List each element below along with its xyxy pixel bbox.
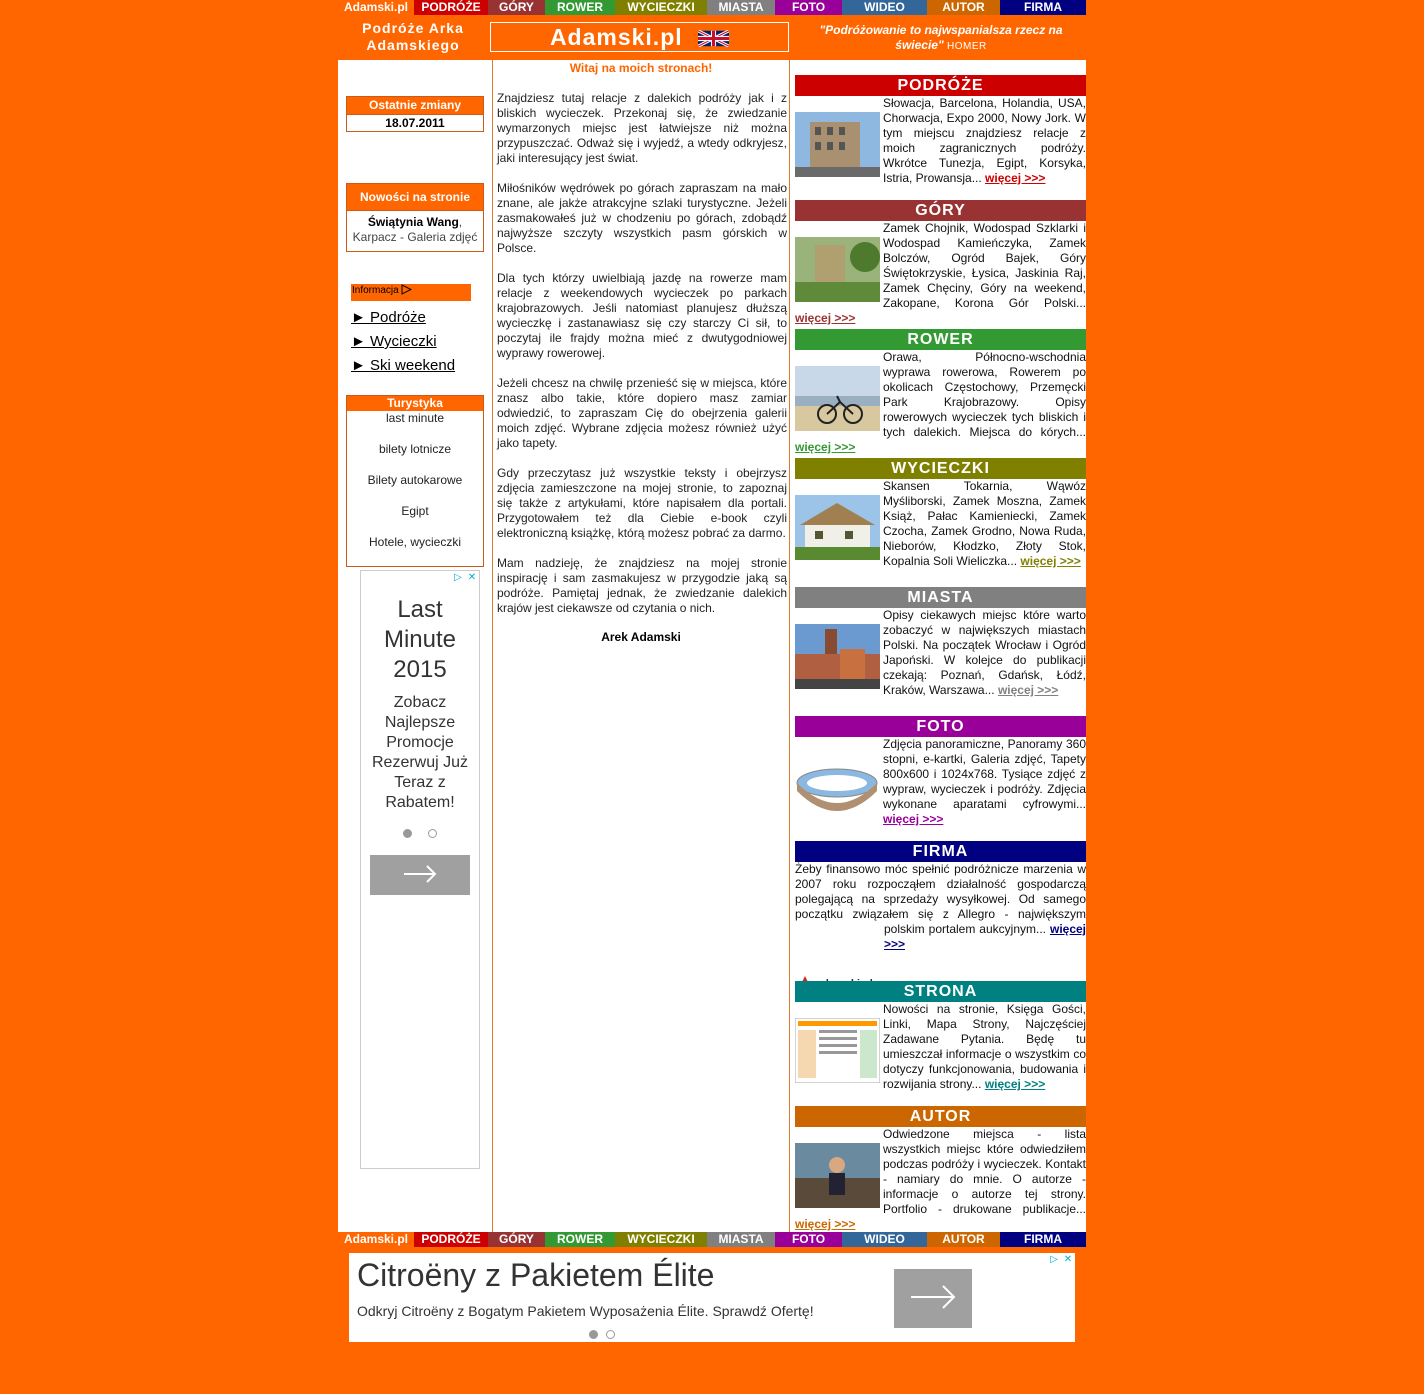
section-heading[interactable]: MIASTA: [795, 587, 1086, 608]
section-text: Zamek Chojnik, Wodospad Szklarki i Wodospad Kamieńczyka, Zamek Bolczów, Ogród Bajek, Góry Świętokrzyskie, Łysica, Jaskinia Raj, Zamek Chęciny, Góry na weekend, Zakopane, Korona Gór Polski...: [883, 221, 1086, 310]
tourism-title: Turystyka: [347, 396, 483, 411]
last-changes-box: [346, 96, 484, 132]
carousel-dot[interactable]: [428, 829, 437, 838]
welcome-paragraph: Znajdziesz tutaj relacje z dalekich podróży jak i z bliskich wycieczek. Przekonaj się, że zwiedzanie wymarzonych miejsc jest łatwiejsze niż można przypuszczać. Odważ się i wyjedź, a wtedy odkryjesz, jaki interesujący jest świat.: [497, 91, 787, 165]
section-thumbnail[interactable]: [795, 1143, 880, 1208]
more-link[interactable]: więcej >>>: [795, 440, 856, 454]
section-autor: [795, 1106, 1086, 1232]
section-text: Skansen Tokarnia, Wąwóz Myśliborski, Zamek Moszna, Zamek Książ, Pałac Kamieniecki, Zamek Czocha, Zamek Grodno, Nowa Ruda, Nieborów, Kłodzko, Złoty Stok, Kopalnia Soli Wieliczka...: [883, 479, 1086, 568]
site-title: Podróże Arka Adamskiego: [362, 20, 464, 53]
section-foto: [795, 716, 1086, 827]
section-text: Nowości na stronie, Księga Gości, Linki, Mapa Strony, Najczęściej Zadawane Pytania. Będę tu umieszczał informacje o wszystkim co dotyczy funkcjonowania, budowania i rozwijania strony...: [883, 1002, 1086, 1091]
arrow-right-icon: [403, 865, 437, 883]
quote: [796, 23, 1086, 54]
section-thumbnail[interactable]: [795, 753, 880, 818]
top-nav-item-5[interactable]: MIASTA: [707, 0, 775, 15]
more-link[interactable]: więcej >>>: [984, 1077, 1046, 1091]
section-text: Zdjęcia panoramiczne, Panoramy 360 stopni, e-kartki, Galeria zdjęć, Tapety 800x600 i 1024x768. Tysiące zdjęć z wypraw, wycieczek i podróży. Zdjęcia wykonane aparatami cyfrowymi...: [883, 737, 1086, 811]
section-heading[interactable]: FOTO: [795, 716, 1086, 737]
tourism-link-0[interactable]: last minute: [385, 411, 445, 425]
section-heading[interactable]: PODRÓŻE: [795, 75, 1086, 96]
welcome-text: [493, 76, 789, 616]
uk-flag-icon[interactable]: [698, 30, 729, 47]
signature: Arek Adamski: [601, 630, 681, 644]
section-body: [795, 96, 1086, 186]
info-link-0[interactable]: ► Podróże: [351, 309, 426, 326]
section-rower: [795, 329, 1086, 455]
top-nav-item-6[interactable]: FOTO: [775, 0, 842, 15]
bottom-nav-item-5[interactable]: MIASTA: [707, 1232, 775, 1247]
more-link[interactable]: więcej >>>: [985, 171, 1046, 185]
section-thumbnail[interactable]: [795, 112, 880, 177]
bottom-nav: [338, 1232, 1086, 1247]
section-thumbnail[interactable]: [795, 1018, 880, 1083]
section-text: Słowacja, Barcelona, Holandia, USA, Chorwacja, Expo 2000, Nowy Jork. W tym miejscu znajdziesz relacje z moich zagranicznych podróży. Wkrótce Tunezja, Egipt, Korsyka, Istria, Prowansja...: [883, 96, 1086, 185]
section-thumbnail[interactable]: [795, 624, 880, 689]
news-body[interactable]: [347, 210, 483, 251]
bottom-ad-choices[interactable]: [1047, 1253, 1075, 1267]
carousel-dot[interactable]: [606, 1330, 615, 1339]
news-rest: , Karpacz - Galeria zdjęć: [352, 215, 478, 244]
section-text: Opisy ciekawych miejsc które warto zobaczyć w największych miastach Polski. Na początek Wrocław i Ogród Japoński. W kolejce do publikacji czekają: Poznań, Gdańsk, Łódź, Kraków, Warszawa...: [883, 608, 1086, 697]
ad-info-icon[interactable]: ▷: [1050, 1254, 1058, 1265]
bottom-nav-item-4[interactable]: WYCIECZKI: [615, 1232, 707, 1247]
welcome-paragraph: Mam nadzieję, że znajdziesz na mojej stronie inspirację i sam zasmakujesz w przygodzie jaką są podróże. Pamiętaj jednak, że zwiedzanie dalekich krajów jest ciekawsze od czytania o nich.: [497, 556, 787, 615]
play-arrow-icon: [401, 284, 412, 295]
more-link[interactable]: więcej >>>: [795, 311, 856, 325]
more-link[interactable]: więcej >>>: [997, 683, 1059, 697]
bottom-ad-text[interactable]: Odkryj Citroëny z Bogatym Pakietem Wyposażenia Élite. Sprawdź Ofertę!: [357, 1303, 814, 1319]
bottom-nav-item-3[interactable]: ROWER: [545, 1232, 615, 1247]
info-link-1[interactable]: ► Wycieczki: [351, 333, 437, 350]
section-text: Żeby finansowo móc spełnić podróżnicze marzenia w 2007 roku rozpocząłem działalność gospodarczą polegającą na sprzedaży wysyłkowej. Od samego początku związałem się z Allegro - największym polskim portalem aukcyjnym...: [795, 862, 1086, 936]
section-body: [795, 350, 1086, 455]
more-link[interactable]: więcej >>>: [1020, 554, 1081, 568]
bottom-ad[interactable]: [349, 1253, 1075, 1342]
bottom-nav-item-8[interactable]: AUTOR: [927, 1232, 1000, 1247]
ad-choices[interactable]: [451, 571, 479, 585]
bottom-nav-item-9[interactable]: FIRMA: [1000, 1232, 1086, 1247]
welcome-paragraph: Dla tych którzy uwielbiają jazdę na rowerze mam relacje z weekendowych wycieczek po parkach krajobrazowych. Jeśli natomiast planujesz dłuższą wycieczkę i zastanawiasz się czy starczy Ci sił, to poczytaj ile frajdy można mieć z dwutygodniowej wyprawy rowerowej.: [497, 271, 787, 360]
section-thumbnail[interactable]: [795, 366, 880, 431]
content-area: [338, 60, 1086, 1232]
section-body: [795, 608, 1086, 698]
last-changes-title: Ostatnie zmiany: [347, 97, 483, 114]
section-heading[interactable]: GÓRY: [795, 200, 1086, 221]
top-nav-item-3[interactable]: ROWER: [545, 0, 615, 15]
section-text: Odwiedzone miejsca - lista wszystkich miejsc które odwiedziłem podczas podróży i wycieczek. Kontakt - namiary do mnie. O autorze - informacje o autorze tej strony. Portfolio - drukowane publikacje...: [883, 1127, 1086, 1216]
right-column: [795, 60, 1086, 1232]
section-body: [795, 862, 1086, 952]
section-body: [795, 1002, 1086, 1092]
section-heading[interactable]: WYCIECZKI: [795, 458, 1086, 479]
carousel-dot[interactable]: [589, 1330, 598, 1339]
section-body: [795, 1127, 1086, 1232]
top-nav-item-9[interactable]: FIRMA: [1000, 0, 1086, 15]
left-ad-dots: [361, 825, 479, 843]
news-box: [346, 183, 484, 252]
left-ad-title[interactable]: Last Minute 2015: [383, 596, 457, 683]
quote-text: "Podróżowanie to najwspanialsza rzecz na świecie": [819, 23, 1063, 52]
carousel-dot[interactable]: [403, 829, 412, 838]
news-title: Nowości na stronie: [347, 184, 483, 210]
section-thumbnail[interactable]: [795, 237, 880, 302]
left-column: [338, 60, 492, 1232]
bottom-nav-item-0[interactable]: Adamski.pl: [338, 1232, 414, 1247]
welcome-paragraph: Gdy przeczytasz już wszystkie teksty i obejrzysz zdjęcia zamieszczone na mojej stronie, to zapoznaj się także z artykułami, które napisałem dla portali. Przygotowałem też dla Ciebie e-book czyli elektroniczną książkę, którą możesz pobrać za darmo.: [497, 466, 787, 540]
top-nav-item-7[interactable]: WIDEO: [842, 0, 927, 15]
info-links: [351, 306, 455, 378]
section-body: [795, 221, 1086, 326]
welcome-paragraph: Miłośników wędrówek po górach zapraszam na mało znane, ale jakże atrakcyjne szlaki turystyczne. Jeżeli zasmakowałeś już w chodzeniu po górach, zdobądź najwyższe szczyty wszystkich pasm górskich w Polsce.: [497, 181, 787, 255]
tourism-link-1[interactable]: bilety lotnicze: [378, 442, 452, 456]
tourism-link-3[interactable]: Egipt: [401, 504, 429, 518]
welcome-paragraph: Jeżeli chcesz na chwilę przenieść się w miejsca, które znasz albo takie, które dopiero masz zamiar odwiedzić, to zapraszam Cię do obejrzenia galerii moich zdjęć. Wybrane zdjęcia możesz również użyć jako tapety.: [497, 376, 787, 450]
section-body: [795, 479, 1086, 569]
left-ad[interactable]: [360, 570, 480, 1169]
section-strona: [795, 981, 1086, 1092]
tourism-links: [347, 411, 483, 566]
tourism-box: [346, 395, 484, 567]
bottom-ad-title[interactable]: Citroëny z Pakietem Élite: [357, 1257, 715, 1293]
more-link[interactable]: więcej >>>: [795, 1217, 856, 1231]
info-link-2[interactable]: ► Ski weekend: [351, 357, 456, 374]
ad-close-icon[interactable]: ✕: [467, 572, 477, 583]
welcome-title: Witaj na moich stronach!: [569, 61, 713, 75]
left-ad-text[interactable]: Zobacz Najlepsze Promocje Rezerwuj Już Teraz z Rabatem!: [371, 694, 469, 811]
section-wycieczki: [795, 458, 1086, 569]
logo-text[interactable]: Adamski.pl: [549, 24, 683, 50]
top-nav-item-1[interactable]: PODRÓŻE: [414, 0, 488, 15]
top-nav: [338, 0, 1086, 15]
bottom-nav-item-6[interactable]: FOTO: [775, 1232, 842, 1247]
top-nav-item-0[interactable]: Adamski.pl: [338, 0, 414, 15]
bottom-ad-next-button[interactable]: [894, 1269, 972, 1328]
section-miasta: [795, 587, 1086, 698]
middle-column: [492, 60, 790, 1232]
section-heading[interactable]: STRONA: [795, 981, 1086, 1002]
top-nav-item-2[interactable]: GÓRY: [488, 0, 545, 15]
info-title: Informacja: [352, 285, 399, 296]
last-changes-date: 18.07.2011: [347, 114, 483, 131]
section-podróże: [795, 75, 1086, 186]
section-heading[interactable]: FIRMA: [795, 841, 1086, 862]
tourism-link-2[interactable]: Bilety autokarowe: [367, 473, 463, 487]
top-nav-item-4[interactable]: WYCIECZKI: [615, 0, 707, 15]
section-text: Orawa, Północno-wschodnia wyprawa rowerowa, Rowerem po okolicach Częstochowy, Przemęcki Park Krajobrazowy. Opisy rowerowych wycieczek tych bliskich i tych dalekich. Miejsca do kórych...: [883, 350, 1086, 439]
section-góry: [795, 200, 1086, 326]
section-firma: [795, 841, 1086, 997]
bottom-nav-item-7[interactable]: WIDEO: [842, 1232, 927, 1247]
section-body: [795, 737, 1086, 827]
arrow-right-icon: [910, 1285, 956, 1309]
quote-author: HOMER: [947, 41, 987, 52]
header: [338, 15, 1086, 60]
bottom-ad-dots: [581, 1326, 623, 1344]
news-link[interactable]: Świątynia Wang: [367, 215, 459, 229]
ad-close-icon[interactable]: ✕: [1063, 1254, 1073, 1265]
left-ad-next-button[interactable]: [370, 855, 470, 895]
ad-info-icon[interactable]: ▷: [454, 572, 462, 583]
bottom-nav-item-1[interactable]: PODRÓŻE: [414, 1232, 488, 1247]
top-nav-item-8[interactable]: AUTOR: [927, 0, 1000, 15]
more-link[interactable]: więcej >>>: [883, 812, 944, 826]
section-heading[interactable]: AUTOR: [795, 1106, 1086, 1127]
logo-box[interactable]: [490, 22, 789, 52]
section-heading[interactable]: ROWER: [795, 329, 1086, 350]
tourism-link-4[interactable]: Hotele, wycieczki: [368, 535, 462, 549]
more-link[interactable]: więcej >>>: [884, 922, 1087, 951]
bottom-nav-item-2[interactable]: GÓRY: [488, 1232, 545, 1247]
section-thumbnail[interactable]: [795, 495, 880, 560]
page-wrapper: [338, 0, 1087, 1246]
info-header: [351, 284, 471, 301]
